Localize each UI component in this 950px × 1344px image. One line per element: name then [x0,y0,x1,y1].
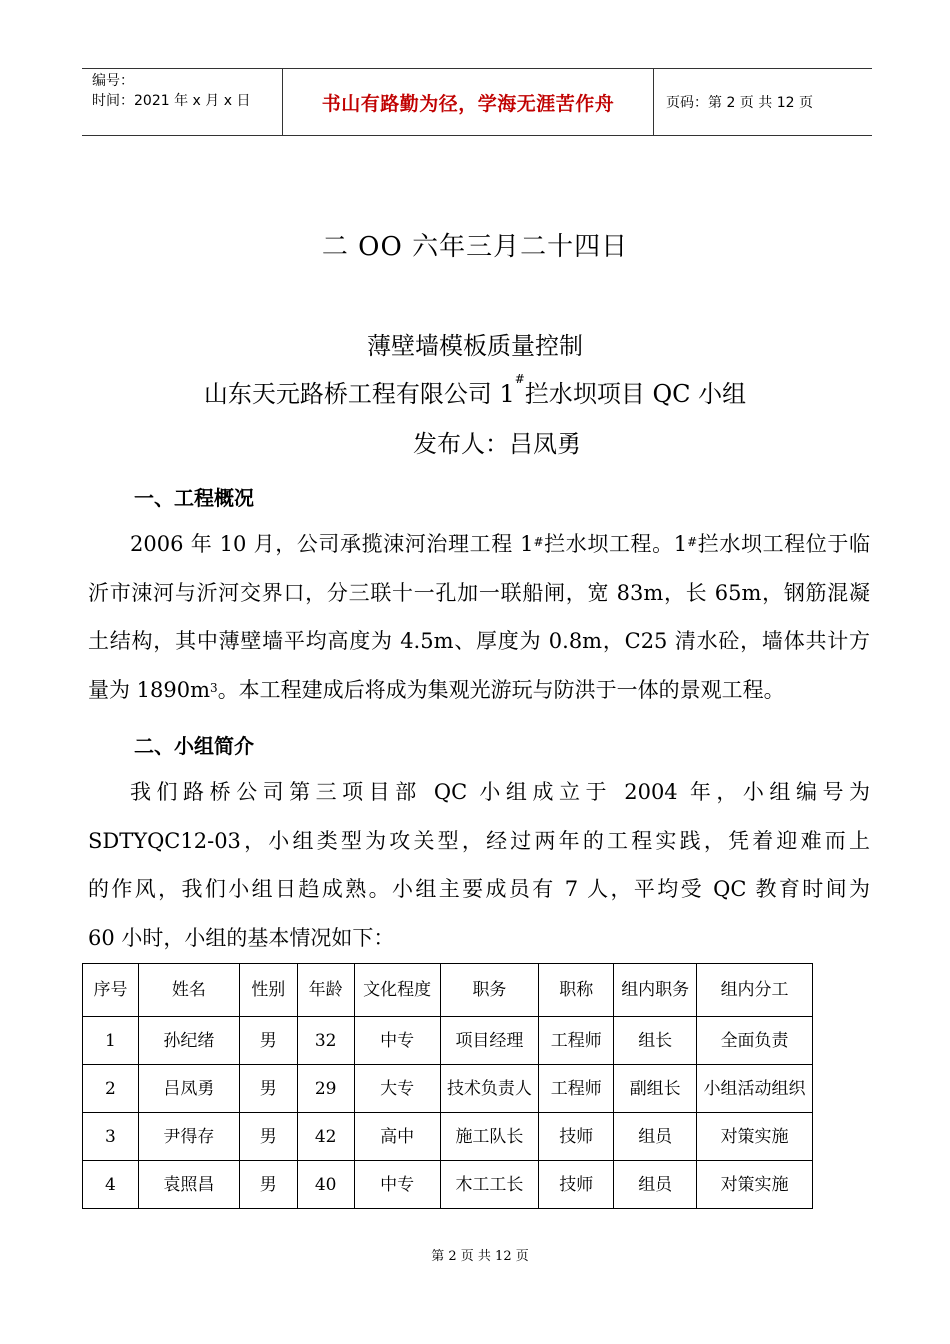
table-cell: 副组长 [614,1065,697,1113]
table-cell: 1 [83,1017,139,1065]
table-cell: 男 [239,1161,297,1209]
table-cell: 男 [239,1065,297,1113]
table-cell: 木工工长 [440,1161,539,1209]
team-line-2: SDTYQC12-03，小组类型为攻关型，经过两年的工程实践，凭着迎难而上 [88,828,870,853]
table-cell: 中专 [354,1161,440,1209]
section-heading-overview: 一、工程概况 [134,486,254,510]
table-cell: 大专 [354,1065,440,1113]
table-header-cell: 序号 [83,964,139,1017]
table-cell: 2 [83,1065,139,1113]
overview-sup-2: # [687,535,698,549]
table-cell: 工程师 [539,1065,614,1113]
table-cell: 4 [83,1161,139,1209]
header-motto: 书山有路勤为径，学海无涯苦作舟 [283,69,654,135]
table-cell: 组员 [614,1113,697,1161]
table-cell: 高中 [354,1113,440,1161]
document-time-label: 时间：2021 年 x 月 x 日 [92,93,251,109]
page-footer: 第 2 页 共 12 页 [431,1249,529,1264]
table-header-cell: 组内分工 [697,964,813,1017]
organization-line [0,374,950,409]
overview-text-d: 量为 1890m [88,677,211,702]
table-cell: 组长 [614,1017,697,1065]
table-header-cell: 性别 [239,964,297,1017]
table-header-cell: 职务 [440,964,539,1017]
table-cell: 全面负责 [697,1017,813,1065]
overview-text-e: 。本工程建成后将成为集观光游玩与防洪于一体的景观工程。 [217,677,785,702]
overview-line-4 [88,666,870,715]
team-line-3: 的作风，我们小组日趋成熟。小组主要成员有 7 人，平均受 QC 教育时间为 [88,877,870,901]
table-header-cell: 年龄 [297,964,354,1017]
table-cell: 组员 [614,1161,697,1209]
table-cell: 男 [239,1113,297,1161]
table-cell: 项目经理 [440,1017,539,1065]
table-cell: 对策实施 [697,1161,813,1209]
overview-sup-3: 3 [210,680,218,695]
table-cell: 施工队长 [440,1113,539,1161]
table-header-cell: 文化程度 [354,964,440,1017]
team-paragraph [88,768,870,962]
team-line-4: 60 小时，小组的基本情况如下： [88,925,395,950]
table-cell: 技师 [539,1161,614,1209]
overview-line-3: 土结构，其中薄壁墙平均高度为 4.5m、厚度为 0.8m，C25 清水砼，墙体共计方 [88,629,870,653]
document-date: 二 OO 六年三月二十四日 [321,232,629,262]
overview-text-b: 拦水坝工程。1 [543,532,688,556]
org-superscript: # [514,372,525,386]
team-line-1: 我们路桥公司第三项目部 QC 小组成立于 2004 年，小组编号为 [130,780,870,804]
table-cell: 中专 [354,1017,440,1065]
overview-text-a: 2006 年 10 月，公司承揽涑河治理工程 1 [130,532,534,556]
table-header-cell: 组内职务 [614,964,697,1017]
document-title: 薄壁墙模板质量控制 [367,332,583,360]
table-cell: 工程师 [539,1017,614,1065]
table-cell: 技术负责人 [440,1065,539,1113]
overview-paragraph [88,520,870,714]
table-cell: 32 [297,1017,354,1065]
publisher-line: 发布人：吕凤勇 [413,430,581,458]
document-number-label: 编号： [92,73,134,89]
table-cell: 袁照昌 [138,1161,239,1209]
table-cell: 对策实施 [697,1113,813,1161]
team-members-table [82,963,813,1209]
org-suffix: 拦水坝项目 QC 小组 [524,380,747,408]
table-header-cell: 职称 [539,964,614,1017]
overview-line-2: 沂市涑河与沂河交界口，分三联十一孔加一联船闸，宽 83m，长 65m，钢筋混凝 [88,580,870,605]
table-cell: 孙纪绪 [138,1017,239,1065]
table-header-cell: 姓名 [138,964,239,1017]
org-prefix: 山东天元路桥工程有限公司 1 [203,380,515,408]
table-cell: 男 [239,1017,297,1065]
table-cell: 29 [297,1065,354,1113]
table-cell: 技师 [539,1113,614,1161]
section-heading-team: 二、小组简介 [134,734,254,758]
header-page-info: 页码：第 2 页 共 12 页 [666,95,813,111]
table-row [83,1161,813,1209]
table-row [83,1065,813,1113]
header-meta [82,69,283,135]
table-cell: 尹得存 [138,1113,239,1161]
overview-sup-1: # [533,535,544,549]
table-header-row [83,964,813,1017]
table-cell: 小组活动组织 [697,1065,813,1113]
table-row [83,1113,813,1161]
overview-line-1 [88,520,870,569]
table-row [83,1017,813,1065]
table-cell: 40 [297,1161,354,1209]
table-cell: 42 [297,1113,354,1161]
table-cell: 吕凤勇 [138,1065,239,1113]
page-header [82,68,872,136]
table-cell: 3 [83,1113,139,1161]
overview-text-c: 拦水坝工程位于临 [697,532,870,556]
